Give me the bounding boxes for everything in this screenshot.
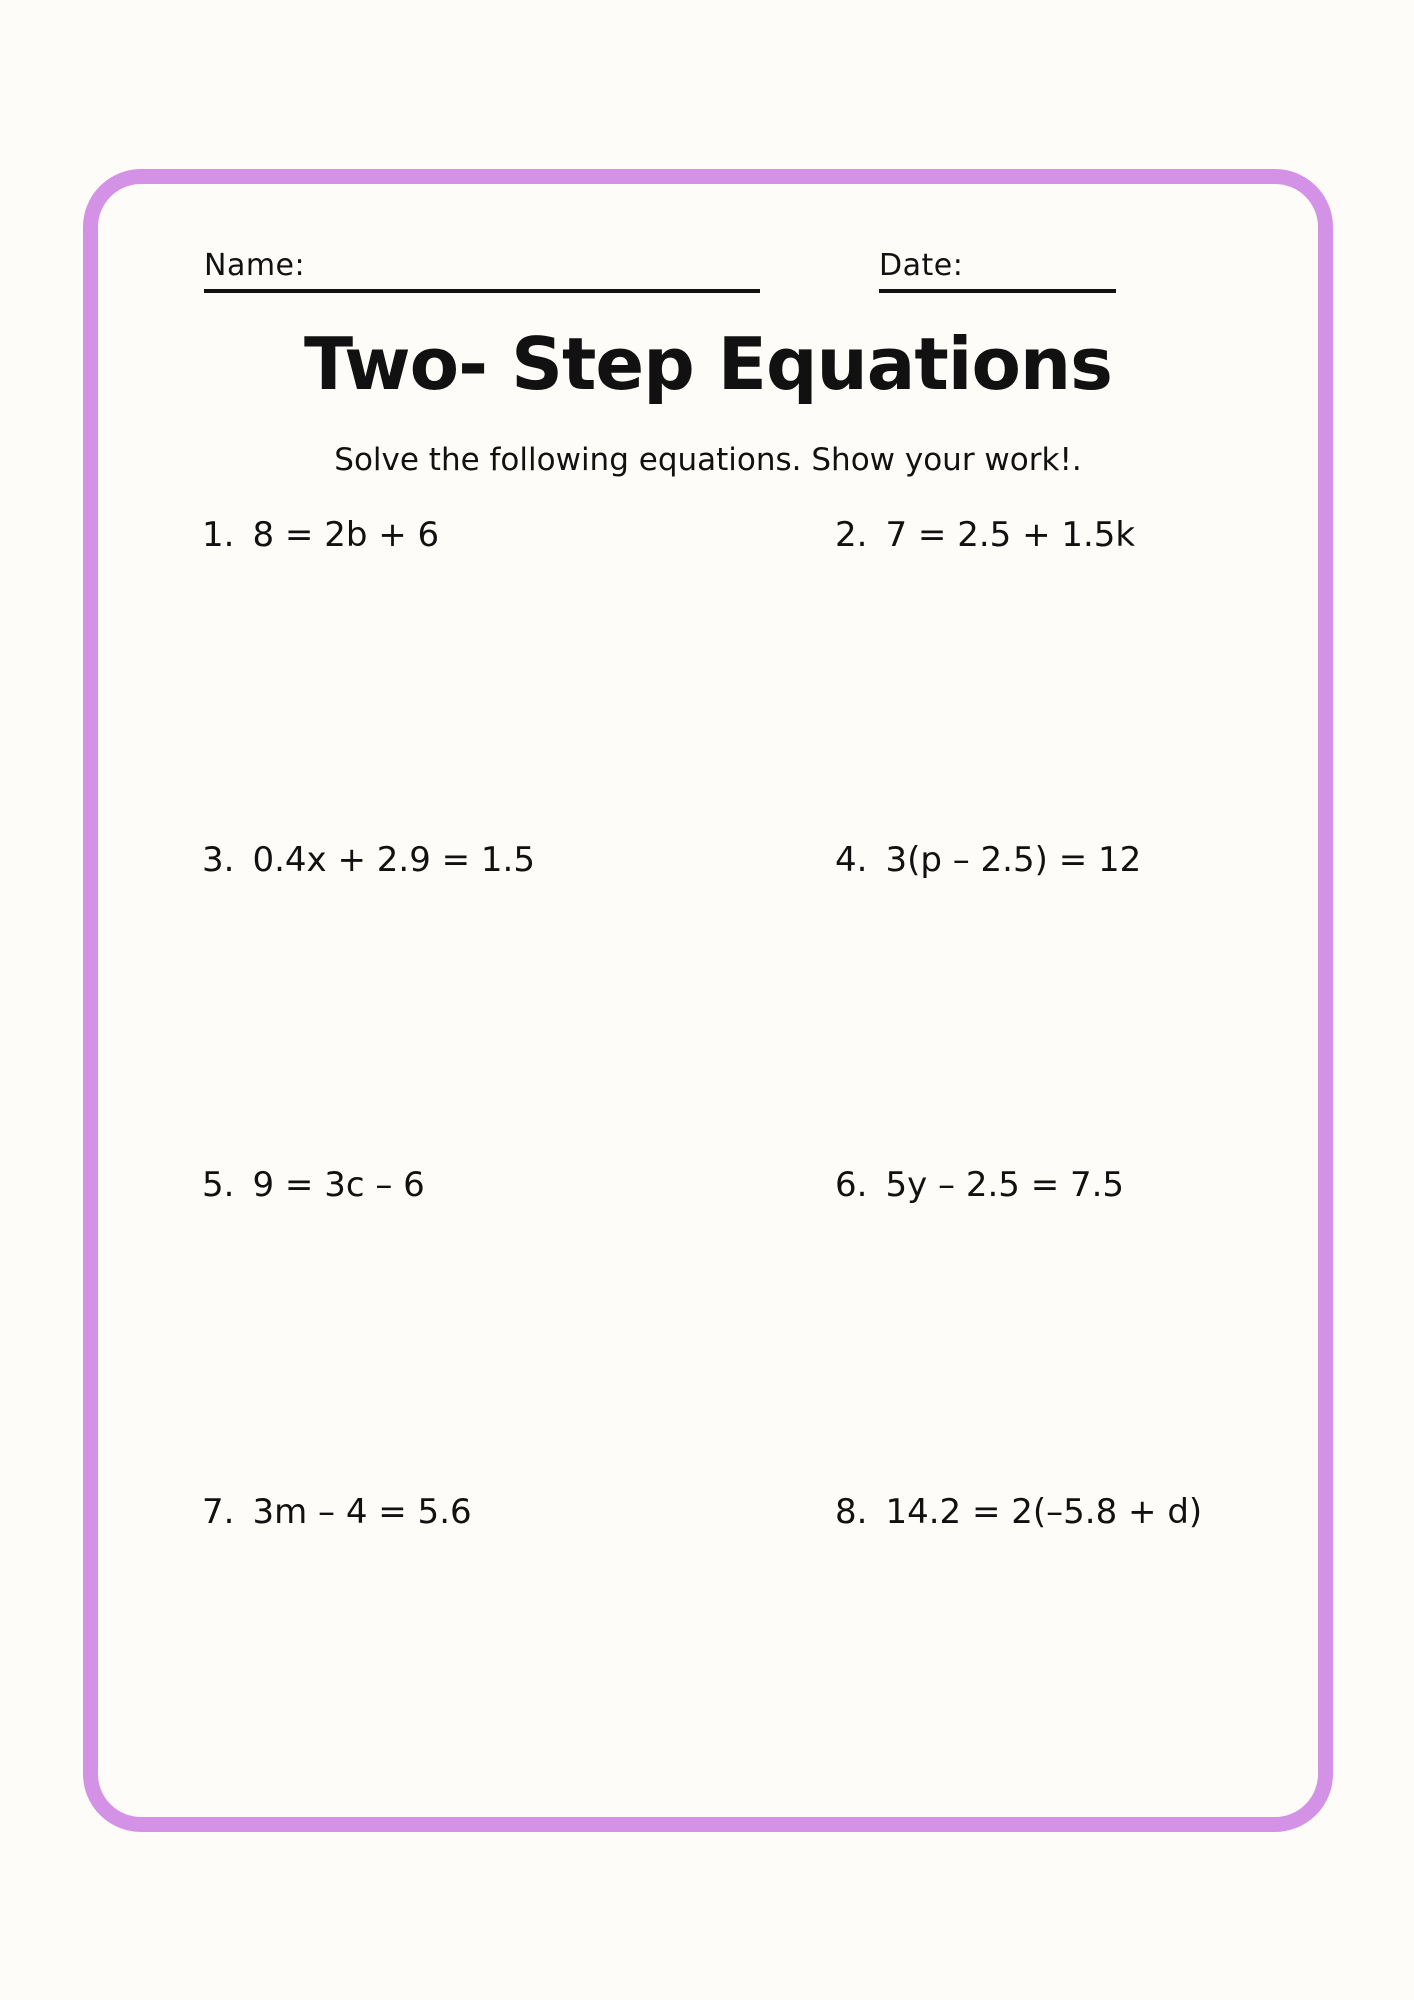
name-label: Name:	[204, 248, 306, 283]
date-label: Date:	[879, 248, 964, 283]
problem-5-number: 5.	[202, 1165, 235, 1205]
name-write-line	[204, 289, 760, 293]
problem-7-equation: 3m – 4 = 5.6	[252, 1492, 472, 1532]
problem-8-equation: 14.2 = 2(–5.8 + d)	[885, 1492, 1203, 1532]
problem-1	[202, 515, 439, 555]
problem-1-number: 1.	[202, 515, 235, 555]
date-write-line	[879, 289, 1116, 293]
problem-3-equation: 0.4x + 2.9 = 1.5	[252, 840, 535, 880]
worksheet-frame	[83, 169, 1333, 1832]
problem-6	[835, 1165, 1124, 1205]
problem-6-equation: 5y – 2.5 = 7.5	[885, 1165, 1125, 1205]
page-title: Two- Step Equations	[303, 322, 1113, 406]
page-subtitle: Solve the following equations. Show your work!.	[334, 442, 1082, 478]
problem-7-number: 7.	[202, 1492, 235, 1532]
problem-1-equation: 8 = 2b + 6	[252, 515, 440, 555]
problem-3	[202, 840, 535, 880]
problem-2-equation: 7 = 2.5 + 1.5k	[885, 515, 1136, 555]
problem-4	[835, 840, 1141, 880]
problem-2-number: 2.	[835, 515, 868, 555]
problem-8	[835, 1492, 1202, 1532]
problem-7	[202, 1492, 472, 1532]
problem-5-equation: 9 = 3c – 6	[252, 1165, 425, 1205]
problem-4-number: 4.	[835, 840, 868, 880]
problem-5	[202, 1165, 425, 1205]
problem-3-number: 3.	[202, 840, 235, 880]
problem-8-number: 8.	[835, 1492, 868, 1532]
problem-6-number: 6.	[835, 1165, 868, 1205]
problem-4-equation: 3(p – 2.5) = 12	[885, 840, 1142, 880]
problem-2	[835, 515, 1135, 555]
